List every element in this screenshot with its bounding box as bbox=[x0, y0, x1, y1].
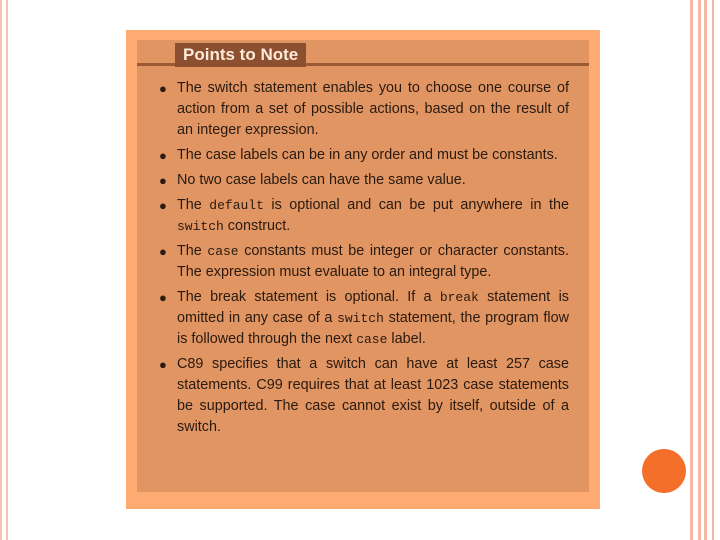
code-keyword: break bbox=[439, 290, 479, 305]
points-list bbox=[137, 78, 589, 442]
code-keyword: case bbox=[356, 332, 388, 347]
bullet-icon: ● bbox=[159, 290, 167, 305]
list-item: ● The case constants must be integer or character constants. The expression must evaluate to an integral type. bbox=[159, 243, 570, 280]
list-item: ● The case labels can be in any order and must be constants. bbox=[137, 145, 589, 166]
bullet-icon: ● bbox=[159, 198, 167, 213]
right-frame-stripes bbox=[690, 0, 720, 540]
list-item: ● C89 specifies that a switch can have at least 257 case statements. C99 requires that at least 1023 case statements be supported. The case cannot exist by itself, outside of a switch. bbox=[159, 356, 569, 435]
bullet-icon: ● bbox=[159, 357, 167, 372]
bullet-icon: ● bbox=[159, 244, 167, 259]
list-item: ● The default is optional and can be put anywhere in the switch construct. bbox=[159, 197, 569, 234]
list-item: ● No two case labels can have the same value. bbox=[137, 170, 589, 191]
code-keyword: case bbox=[207, 244, 239, 259]
bullet-icon: ● bbox=[159, 173, 167, 188]
list-item: ● The break statement is optional. If a break statement is omitted in any case of a switch statement, the program flow is followed through the next case label. bbox=[159, 289, 569, 347]
bullet-icon: ● bbox=[159, 148, 167, 163]
code-keyword: switch bbox=[337, 311, 384, 326]
orange-circle-decoration bbox=[642, 449, 686, 493]
left-frame-border bbox=[0, 0, 8, 540]
points-to-note-card bbox=[126, 30, 600, 509]
bullet-icon: ● bbox=[159, 81, 167, 96]
code-keyword: switch bbox=[177, 219, 224, 234]
code-keyword: default bbox=[209, 198, 264, 213]
card-heading: Points to Note bbox=[175, 43, 306, 67]
list-item: ● The switch statement enables you to choose one course of action from a set of possible actions, based on the result of an integer expression. bbox=[159, 80, 569, 138]
card-body bbox=[137, 40, 589, 492]
